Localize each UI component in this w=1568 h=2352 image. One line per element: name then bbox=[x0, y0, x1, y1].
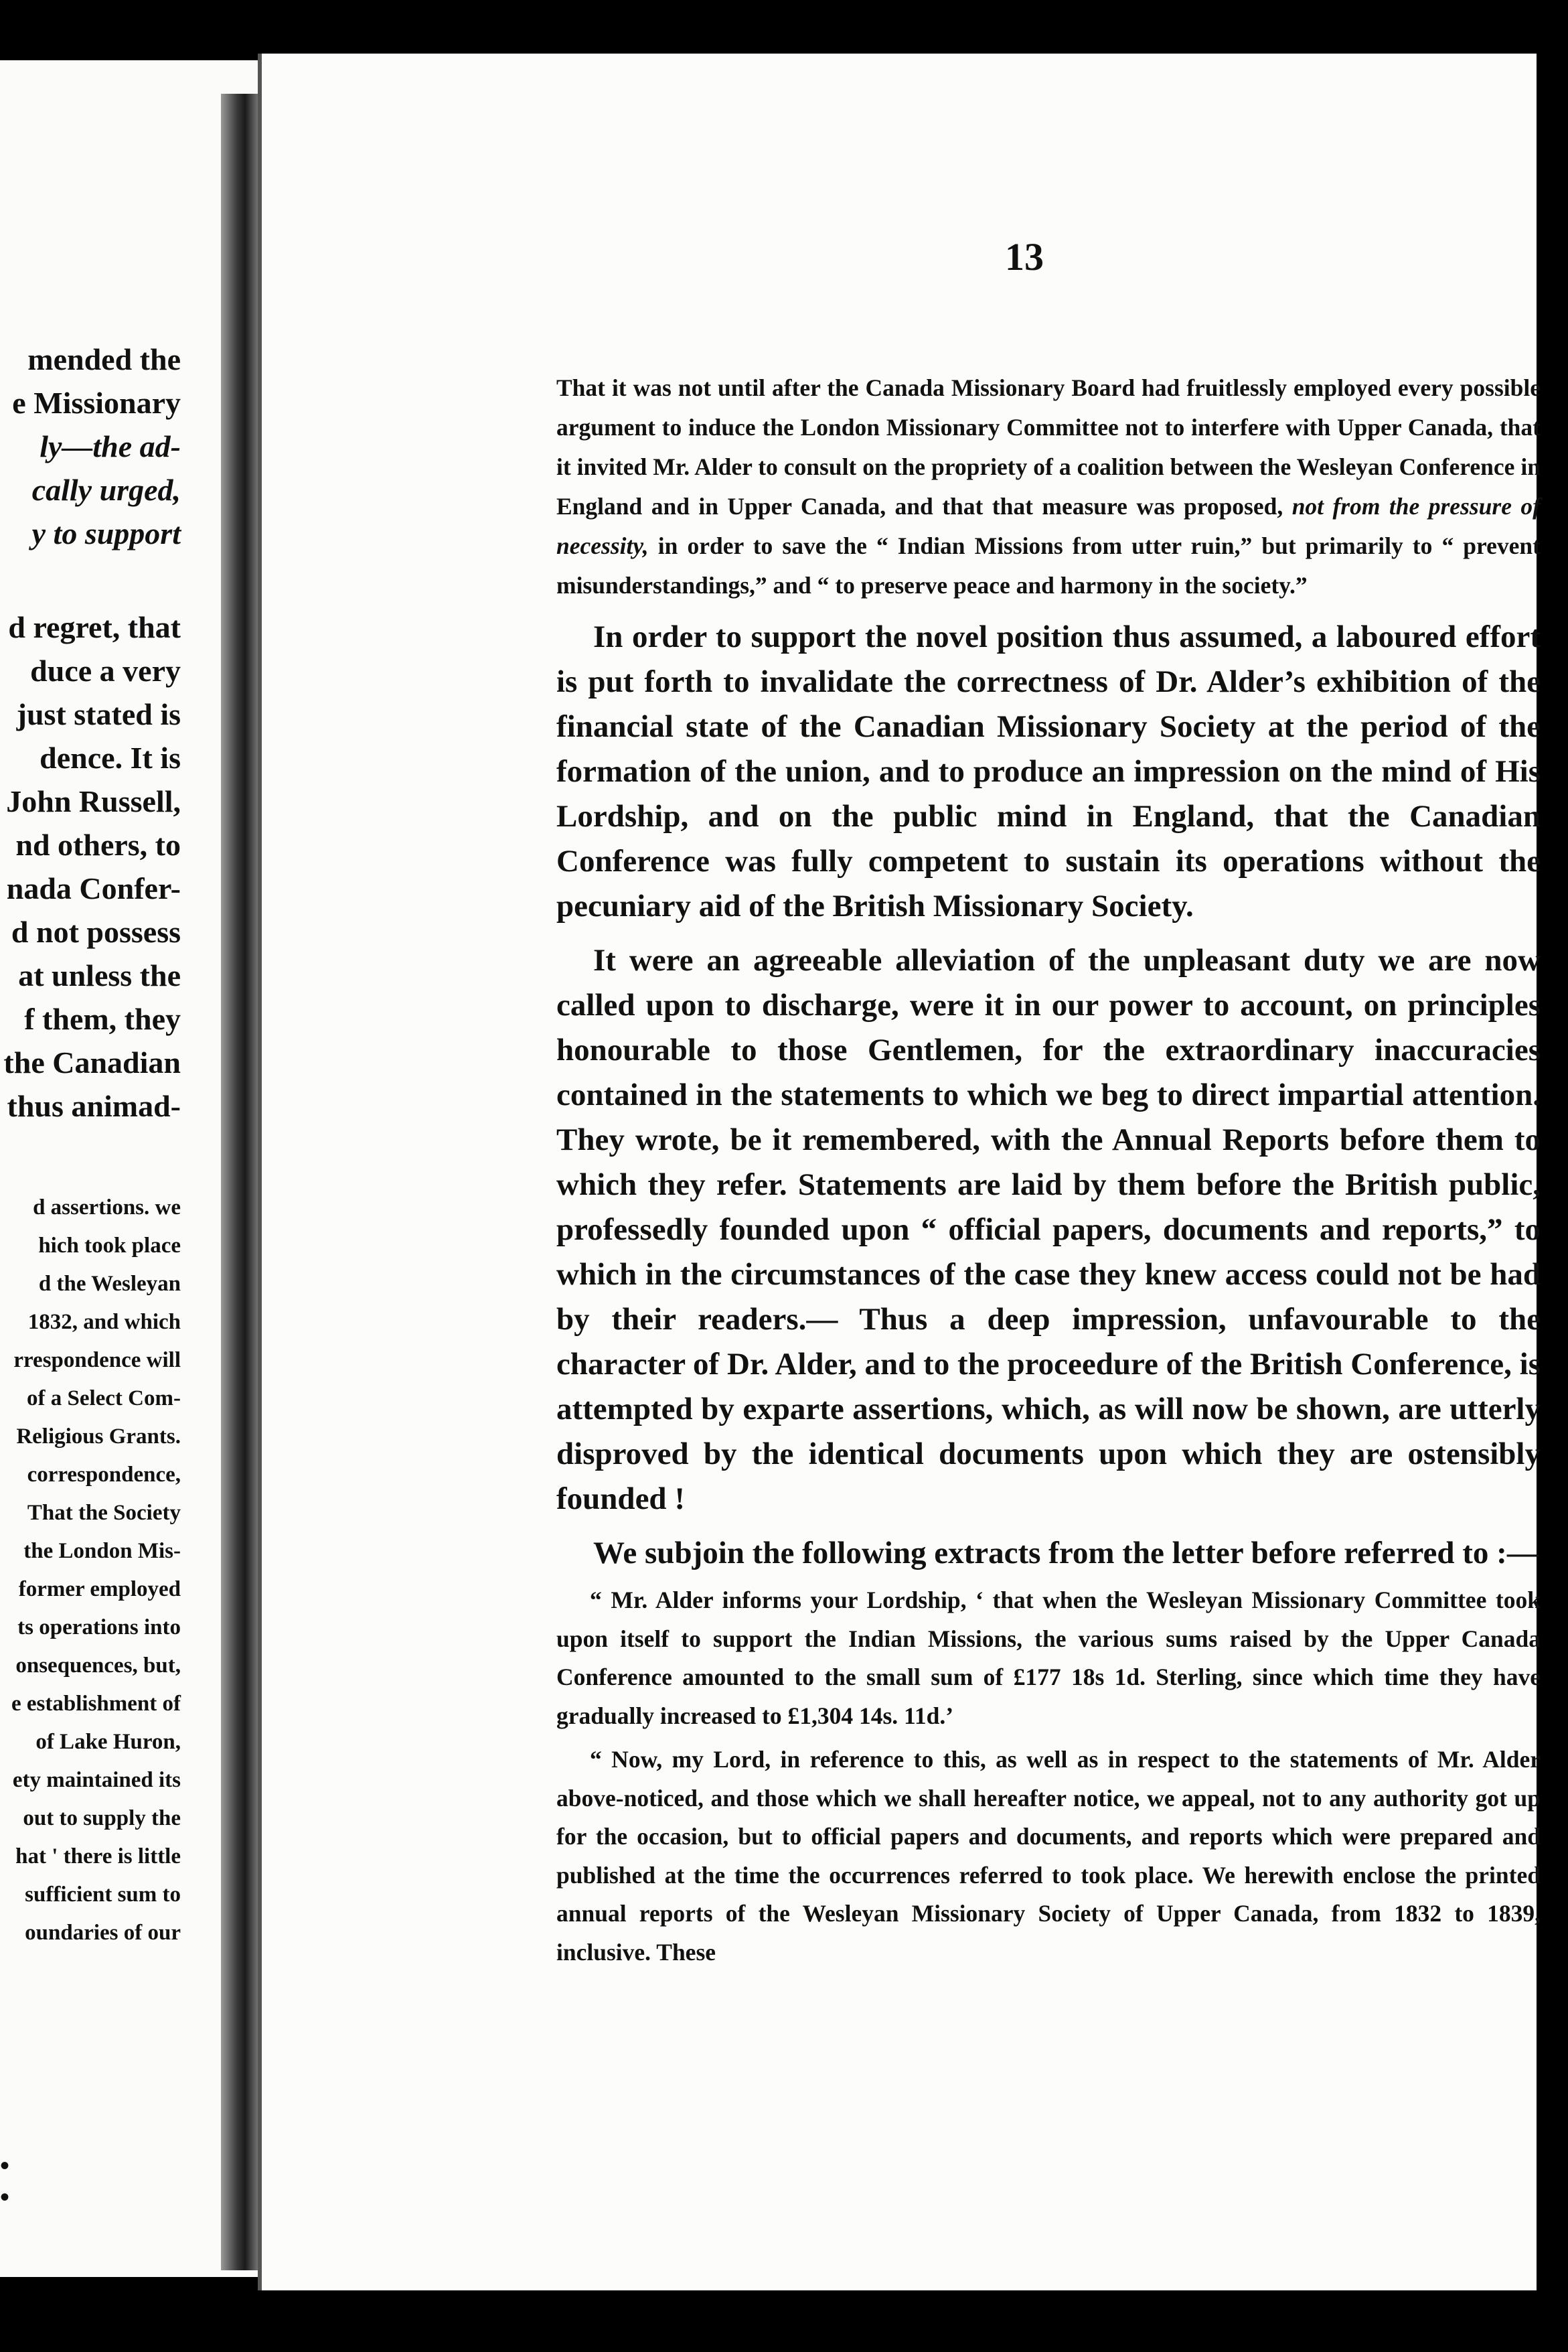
opening-paragraph bbox=[556, 368, 1541, 605]
left-page-line: y to support bbox=[31, 516, 181, 550]
left-page-line: duce a very bbox=[30, 654, 181, 688]
left-page-line: at unless the bbox=[18, 958, 181, 993]
left-page-small-line: rrespondence will bbox=[13, 1348, 181, 1372]
left-page-line: thus animad- bbox=[7, 1089, 181, 1123]
left-page-small-line: out to supply the bbox=[23, 1806, 181, 1830]
paragraph-subjoin-extracts: We subjoin the following extracts from the letter before referred to :— bbox=[593, 1536, 1539, 1570]
left-page-small-line: d assertions. we bbox=[33, 1195, 181, 1220]
quote-mr-alder-informs: “ Mr. Alder informs your Lordship, ‘ that when the Wesleyan Missionary Committee took upon itself to support the Indian Missions, the various sums raised by the Upper Canada Conference amounted to the small sum of £177 18s 1d. Sterling, since which time they have gradually increased to £1,304 14s. 11d.’ bbox=[556, 1587, 1541, 1729]
opening-paragraph-emphasis: not from the pressure of necessity, bbox=[556, 493, 1541, 559]
left-page-small-line: oundaries of our bbox=[25, 1921, 181, 1945]
binding-gutter bbox=[221, 94, 261, 2270]
opening-paragraph-text-end: in order to save the “ Indian Missions from utter ruin,” but primarily to “ prevent misunderstandings,” and “ to preserve peace and harmony in the society.” bbox=[556, 532, 1541, 599]
left-page-line: dence. It is bbox=[40, 741, 181, 775]
left-page-line: just stated is bbox=[16, 697, 181, 731]
left-page-line: e Missionary bbox=[12, 386, 181, 420]
left-page-small-line: of a Select Com- bbox=[26, 1386, 181, 1410]
left-page-line: ly—the ad- bbox=[40, 429, 181, 463]
left-page-small-line: sufficient sum to bbox=[25, 1883, 181, 1907]
left-page-line: d not possess bbox=[11, 915, 181, 949]
left-page-small-line: correspondence, bbox=[27, 1463, 181, 1487]
left-page-small-line: 1832, and which bbox=[27, 1310, 181, 1334]
left-page-small-line: e establishment of bbox=[11, 1692, 181, 1716]
left-page-line: nd others, to bbox=[15, 828, 181, 862]
left-page-line: cally urged, bbox=[31, 473, 181, 507]
left-page-line: the Canadian bbox=[3, 1045, 181, 1080]
page-number: 13 bbox=[1005, 235, 1044, 279]
left-page-small-line: ts operations into bbox=[17, 1615, 181, 1639]
left-page-small-line: the London Mis- bbox=[23, 1539, 181, 1563]
left-page-small-line: hich took place bbox=[38, 1234, 181, 1258]
main-page bbox=[258, 54, 1541, 2290]
main-text-column bbox=[556, 368, 1541, 1972]
left-page-small-line: d the Wesleyan bbox=[38, 1272, 181, 1296]
opening-paragraph-text: That it was not until after the Canada Missionary Board had fruitlessly employed every possible argument to induce the London Missionary Committee not to interfere with Upper Canada, that it invited Mr. Alder to consult on the propriety of a coalition between the Wesleyan Conference in England and in Upper Canada, and that that measure was proposed, bbox=[556, 374, 1541, 520]
left-page-line: mended the bbox=[27, 342, 181, 376]
left-page-small-line: ety maintained its bbox=[12, 1768, 181, 1792]
left-page-small-line: Religious Grants. bbox=[16, 1424, 181, 1449]
left-page-small-line: hat ' there is little bbox=[15, 1844, 181, 1868]
paragraph-novel-position: In order to support the novel position thus assumed, a laboured effort is put forth to invalidate the correctness of Dr. Alder’s exhibition of the financial state of the Canadian Missionary Society at the period of the formation of the union, and to produce an impression on the mind of His Lordship, and on the public mind in England, that the Canadian Conference was fully competent to sustain its operations without the pecuniary aid of the British Missionary Society. bbox=[556, 619, 1541, 924]
paragraph-agreeable-alleviation: It were an agreeable alleviation of the unpleasant duty we are now called upon to discharge, were it in our power to account, on principles honourable to those Gentlemen, for the extraordinary inaccuracies contained in the statements to which we beg to direct impartial attention. They wrote, be it remembered, with the Annual Reports before them to which they refer. Statements are laid by them before the British public, professedly founded upon “ official papers, documents and reports,” to which in the circumstances of the case they knew access could not be had by their readers.— Thus a deep impression, unfavourable to the character of Dr. Alder, and to the proceedure of the British Conference, is attempted by exparte assertions, which, as will now be shown, are utterly disproved by the identical documents upon which they are ostensibly founded ! bbox=[556, 943, 1541, 1516]
left-page-line: John Russell, bbox=[6, 784, 181, 818]
left-page-line: d regret, that bbox=[8, 610, 181, 644]
quote-now-my-lord: “ Now, my Lord, in reference to this, as well as in respect to the statements of Mr. Alder above-noticed, and those which we shall hereafter notice, we appeal, not to any authority got up for the occasion, but to official papers and documents, and reports which were prepared and published at the time the occurrences referred to took place. We herewith enclose the printed annual reports of the Wesleyan Missionary Society of Upper Canada, from 1832 to 1839, inclusive. These bbox=[556, 1746, 1541, 1966]
left-page-footer-marks: • • bbox=[0, 2150, 70, 2212]
left-page-small-line: former employed bbox=[18, 1577, 181, 1601]
left-page-small-line: of Lake Huron, bbox=[35, 1730, 181, 1754]
left-page-small-line: That the Society bbox=[27, 1501, 181, 1525]
left-page-line: nada Confer- bbox=[6, 871, 181, 905]
left-page-small-line: onsequences, but, bbox=[15, 1653, 181, 1678]
left-page-line: f them, they bbox=[24, 1002, 181, 1036]
